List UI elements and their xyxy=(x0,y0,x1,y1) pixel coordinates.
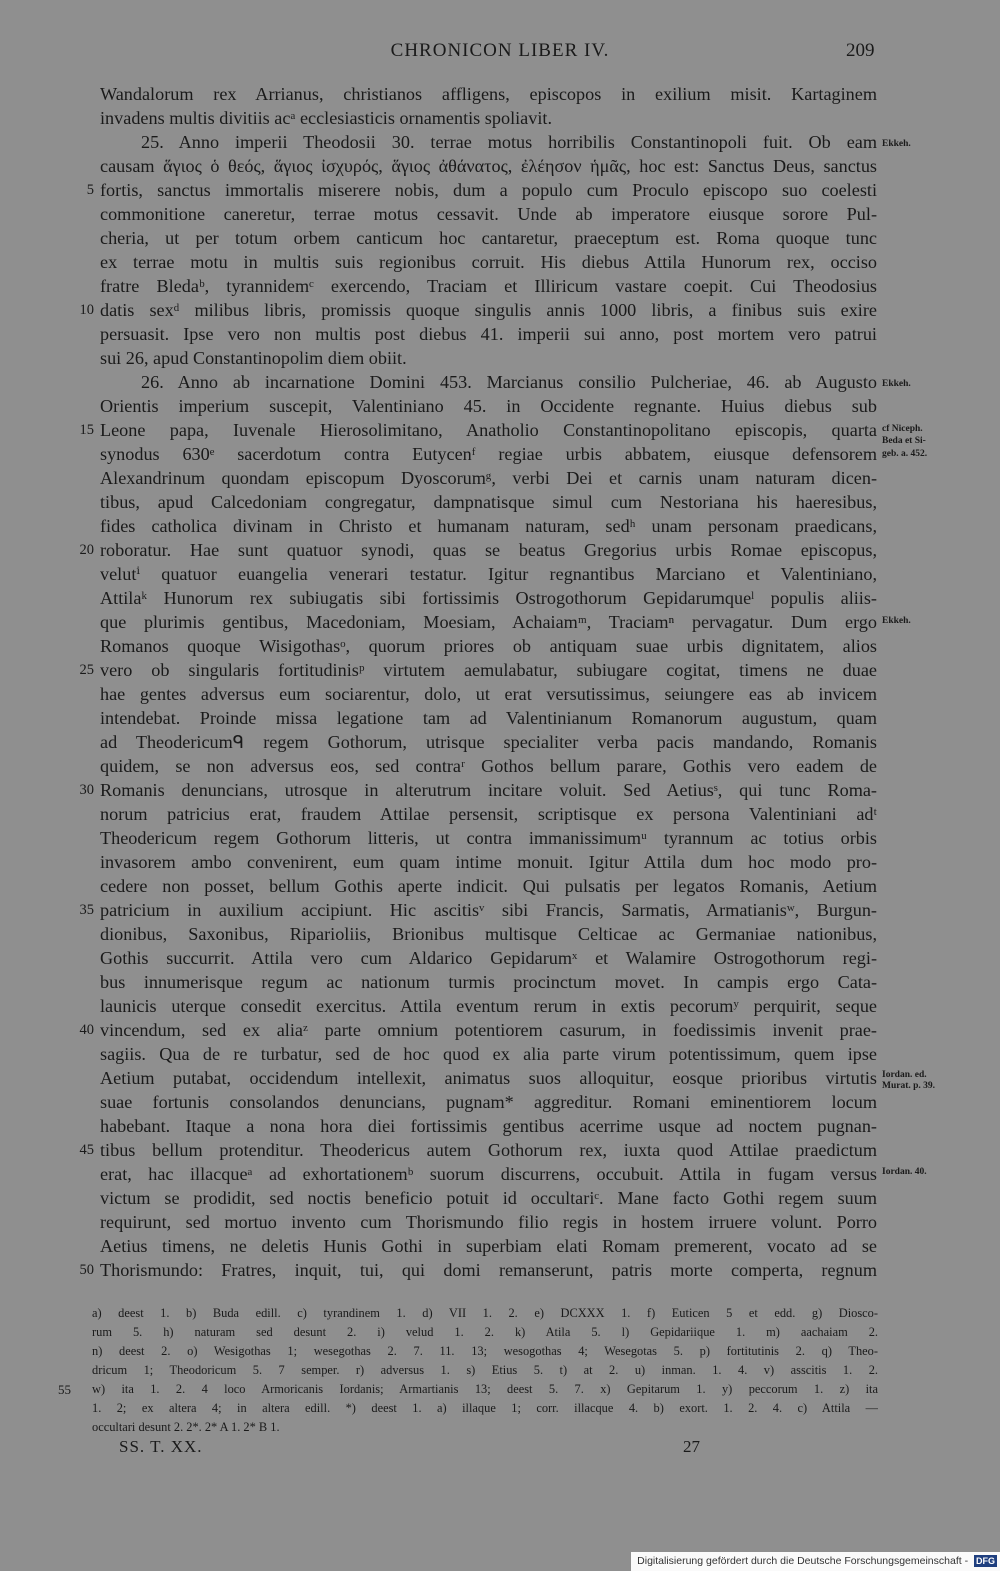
footnote-line: a) deest 1. b) Buda edill. c) tyrandinem 1. d) VII 1. 2. e) DCXXX 1. f) Euticen 5 et edd. g) Diosco- xyxy=(92,1306,878,1320)
text-line: Wandalorum rex Arrianus, christianos affligens, episcopos in exilium misit. Kartaginem xyxy=(100,84,877,104)
margin-note: cf Niceph. xyxy=(882,424,923,434)
text-line: vero ob singularis fortitudinisᵖ virtutem aemulabatur, subiugare cogitat, timens ne duae xyxy=(100,660,877,680)
text-line: invasorem ambo convenirent, eum quam intime monuit. Igitur Attila dum hoc modo pro- xyxy=(100,852,877,872)
text-line: bus innumerisque regum ac nationum turmis procinctum movet. In campis ergo Cata- xyxy=(100,972,877,992)
text-line: fortis, sanctus immortalis miserere nobis, dum a populo cum Proculo episcopo suo coelesti xyxy=(100,180,877,200)
text-line: commonitione caneretur, terrae motus cessavit. Unde ab imperatore eiusque sorore Pul- xyxy=(100,204,877,224)
text-line: synodus 630ᵉ sacerdotum contra Eutycenᶠ regiae urbis abbatem, eiusque defensorem xyxy=(100,444,877,464)
signature: SS. T. XX. xyxy=(119,1437,203,1456)
margin-note: Ekkeh. xyxy=(882,616,911,626)
text-line: quidem, se non adversus eos, sed contraʳ Gothos bellum parare, Gothis vero eadem de xyxy=(100,756,877,776)
line-number: 35 xyxy=(79,902,94,918)
text-line: Orientis imperium suscepit, Valentiniano 45. in Occidente regnante. Huius diebus sub xyxy=(100,396,877,416)
margin-note: Ekkeh. xyxy=(882,139,911,149)
text-line: vincendum, sed ex aliaᶻ parte omnium potentiorem casurum, in foedissimis invenit prae- xyxy=(100,1020,877,1040)
text-line: ex terrae motu in multis suis regionibus corruit. His diebus Attila Hunorum rex, occiso xyxy=(100,252,877,272)
line-number: 20 xyxy=(79,542,94,558)
margin-note: Ekkeh. xyxy=(882,379,911,389)
text-line: sagiis. Qua de re turbatur, sed de hoc quod ex alia parte virum potentissimum, quem ipse xyxy=(100,1044,877,1064)
margin-note: geb. a. 452. xyxy=(882,449,928,459)
text-line: Romanos quoque Wisigothasᵒ, quorum priores ob antiquam suae urbis dignitatem, alios xyxy=(100,636,877,656)
line-number: 30 xyxy=(79,782,94,798)
footnote-line: rum 5. h) naturam sed desunt 2. i) velud 1. 2. k) Atila 5. l) Gepidariique 1. m) aachaiam 2. xyxy=(92,1325,878,1339)
line-number: 25 xyxy=(79,662,94,678)
margin-note: Iordan. 40. xyxy=(882,1167,927,1177)
text-line: persuasit. Ipse vero non multis post diebus 41. imperii sui anno, post mortem vero patrui xyxy=(100,324,877,344)
text-line: launicis uterque consedit exercitus. Attila eventum rerum in extis pecorumʸ perquirit, seque xyxy=(100,996,877,1016)
footnote-line: n) deest 2. o) Wesigothas 1; wesegothas 2. 7. 11. 13; wesogothas 4; Wesegotas 5. p) fortitutinis 2. q) Theo- xyxy=(92,1344,878,1358)
text-line: norum patricius erat, fraudem Attilae persensit, scriptisque ex persona Valentiniani adᵗ xyxy=(100,804,877,824)
text-line: Alexandrinum quondam episcopum Dyoscorumᵍ, verbi Dei et carnis unam naturam dicen- xyxy=(100,468,877,488)
text-line: Theodericum regem Gothorum litteris, ut contra immanissimumᵘ tyrannum ac totius orbis xyxy=(100,828,877,848)
line-number: 5 xyxy=(86,182,94,198)
credit-text: Digitalisierung gefördert durch die Deutsche Forschungsgemeinschaft - xyxy=(637,1555,969,1567)
text-line: 26. Anno ab incarnatione Domini 453. Marcianus consilio Pulcheriae, 46. ab Augusto xyxy=(141,372,877,392)
text-line: sui 26, apud Constantinopolim diem obiit. xyxy=(100,348,407,368)
text-line: cedere non posset, bellum Gothis aperte indicit. Qui pulsatis per legatos Romanis, Aetium xyxy=(100,876,877,896)
margin-note: Beda et Si- xyxy=(882,436,926,446)
line-number: 40 xyxy=(79,1022,94,1038)
text-line: causam ἅγιος ὁ θεός, ἅγιος ἰσχυρός, ἅγιος ἀθάνατος, ἐλέησον ἡμᾶς, hoc est: Sanctus Deus, sanctus xyxy=(100,156,877,176)
text-line: Attilaᵏ Hunorum rex subiugatis sibi fortissimis Ostrogothorum Gepidarumqueˡ populis aliis- xyxy=(100,588,877,608)
text-line: Thorismundo: Fratres, inquit, tui, qui domi remanserunt, patris morte comperta, regnum xyxy=(100,1260,877,1280)
text-line: fides catholica divinam in Christo et humanam naturam, sedʰ unam personam praedicans, xyxy=(100,516,877,536)
text-line: suae fortunis consolandos denuncians, pugnam* aggreditur. Romani eminentiorem locum xyxy=(100,1092,877,1112)
margin-note: Murat. p. 39. xyxy=(882,1081,936,1091)
text-line: erat, hac illacqueᵃ ad exhortationemᵇ suorum discurrens, occubuit. Attila in fugam versus xyxy=(100,1164,877,1184)
footnote-line: w) ita 1. 2. 4 loco Armoricanis Iordanis; Armartianis 13; deest 5. 7. x) Gepitarum 1. y) peccorum 1. z) ita xyxy=(92,1382,878,1396)
text-line: Aetium putabat, occidendum intellexit, animatus suos alloquitur, eosque prioribus virtutis xyxy=(100,1068,877,1088)
text-line: 25. Anno imperii Theodosii 30. terrae motus horribilis Constantinopoli fuit. Ob eam xyxy=(141,132,877,152)
text-line: roboratur. Hae sunt quatuor synodi, quas se beatus Gregorius urbis Romae episcopus, xyxy=(100,540,877,560)
text-line: Romanis denuncians, utrosque in alterutrum incitare voluit. Sed Aetiusˢ, qui tunc Roma- xyxy=(100,780,877,800)
footnote-line: 1. 2; ex altera 4; in altera edill. *) deest 1. a) illaque 1; corr. illacque 4. b) exort. 1. 2. 4. c) Attila — xyxy=(92,1401,878,1415)
signature-number: 27 xyxy=(683,1437,700,1456)
text-line: tibus, apud Calcedoniam congregatur, dampnatisque simul cum Nestoriana his haeresibus, xyxy=(100,492,877,512)
line-number: 45 xyxy=(79,1142,94,1158)
margin-note: Iordan. ed. xyxy=(882,1070,927,1080)
text-line: requirunt, sed mortuo invento cum Thorismundo filio regis in hostem irruere volunt. Porro xyxy=(100,1212,877,1232)
footnote-line: occultari desunt 2. 2*. 2* A 1. 2* B 1. xyxy=(92,1420,280,1434)
footnote-line-number: 55 xyxy=(58,1382,71,1397)
footnote-line: dricum 1; Theodoricum 5. 7 semper. r) adversus 1. s) Etius 5. t) at 2. u) inman. 1. 4. v) asscitis 1. 2. xyxy=(92,1363,878,1377)
text-line: cheria, ut per totum orbem canticum hoc cantaretur, praeceptum est. Roma quoque tunc xyxy=(100,228,877,248)
text-line: hae gentes adversus eum sociarentur, dolo, ut erat versutissimus, seiungere eas ab invicem xyxy=(100,684,877,704)
text-line: que plurimis gentibus, Macedoniam, Moesiam, Achaiamᵐ, Traciamⁿ pervagatur. Dum ergo xyxy=(100,612,877,632)
text-line: tibus bellum protenditur. Theodericus autem Gothorum rex, iuxta quod Attilae praedictum xyxy=(100,1140,877,1160)
text-line: victum se prodidit, sed noctis beneficio potuit id occultariᶜ. Mane facto Gothi regem suum xyxy=(100,1188,877,1208)
dfg-logo-icon: DFG xyxy=(976,1556,995,1567)
text-line: patricium in auxilium accipiunt. Hic ascitisᵛ sibi Francis, Sarmatis, Armatianisʷ, Burgun- xyxy=(100,900,877,920)
text-line: Leone papa, Iuvenale Hierosolimitano, Anatholio Constantinopolitano episcopis, quarta xyxy=(100,420,877,440)
page-number: 209 xyxy=(846,40,875,61)
text-line: invadens multis divitiis acᵃ ecclesiasticis ornamentis spoliavit. xyxy=(100,108,552,128)
text-line: ad Theodericumᑫ regem Gothorum, utrisque specialiter verba pacis mandando, Romanis xyxy=(100,732,877,752)
text-line: Aetius timens, ne deletis Hunis Gothi in superbiam elati Romam premerent, vocato ad se xyxy=(100,1236,877,1256)
text-line: intendebat. Proinde missa legatione tam ad Valentinianum Romanorum augustum, quam xyxy=(100,708,877,728)
line-number: 15 xyxy=(79,422,94,438)
text-line: habebant. Itaque a nona hora diei fortissimis gentibus acerrime usque ad noctem pugnan- xyxy=(100,1116,877,1136)
line-number: 50 xyxy=(79,1262,94,1278)
running-title: CHRONICON LIBER IV. xyxy=(390,40,610,61)
text-line: Gothis succurrit. Attila vero cum Aldarico Gepidarumˣ et Walamire Ostrogothorum regi- xyxy=(100,948,877,968)
text-line: fratre Bledaᵇ, tyrannidemᶜ exercendo, Traciam et Illiricum vastare coepit. Cui Theodosius xyxy=(100,276,877,296)
text-line: velutⁱ quatuor euangelia venerari testatur. Igitur regnantibus Marciano et Valentiniano, xyxy=(100,564,877,584)
text-line: dionibus, Saxonibus, Riparioliis, Brionibus multisque Celticae ac Germaniae nationibus, xyxy=(100,924,877,944)
dfg-credit xyxy=(631,1552,1000,1571)
text-line: datis sexᵈ milibus libris, promissis quoque singulis annis 1000 libris, a finibus suis exire xyxy=(100,300,877,320)
line-number: 10 xyxy=(79,302,94,318)
